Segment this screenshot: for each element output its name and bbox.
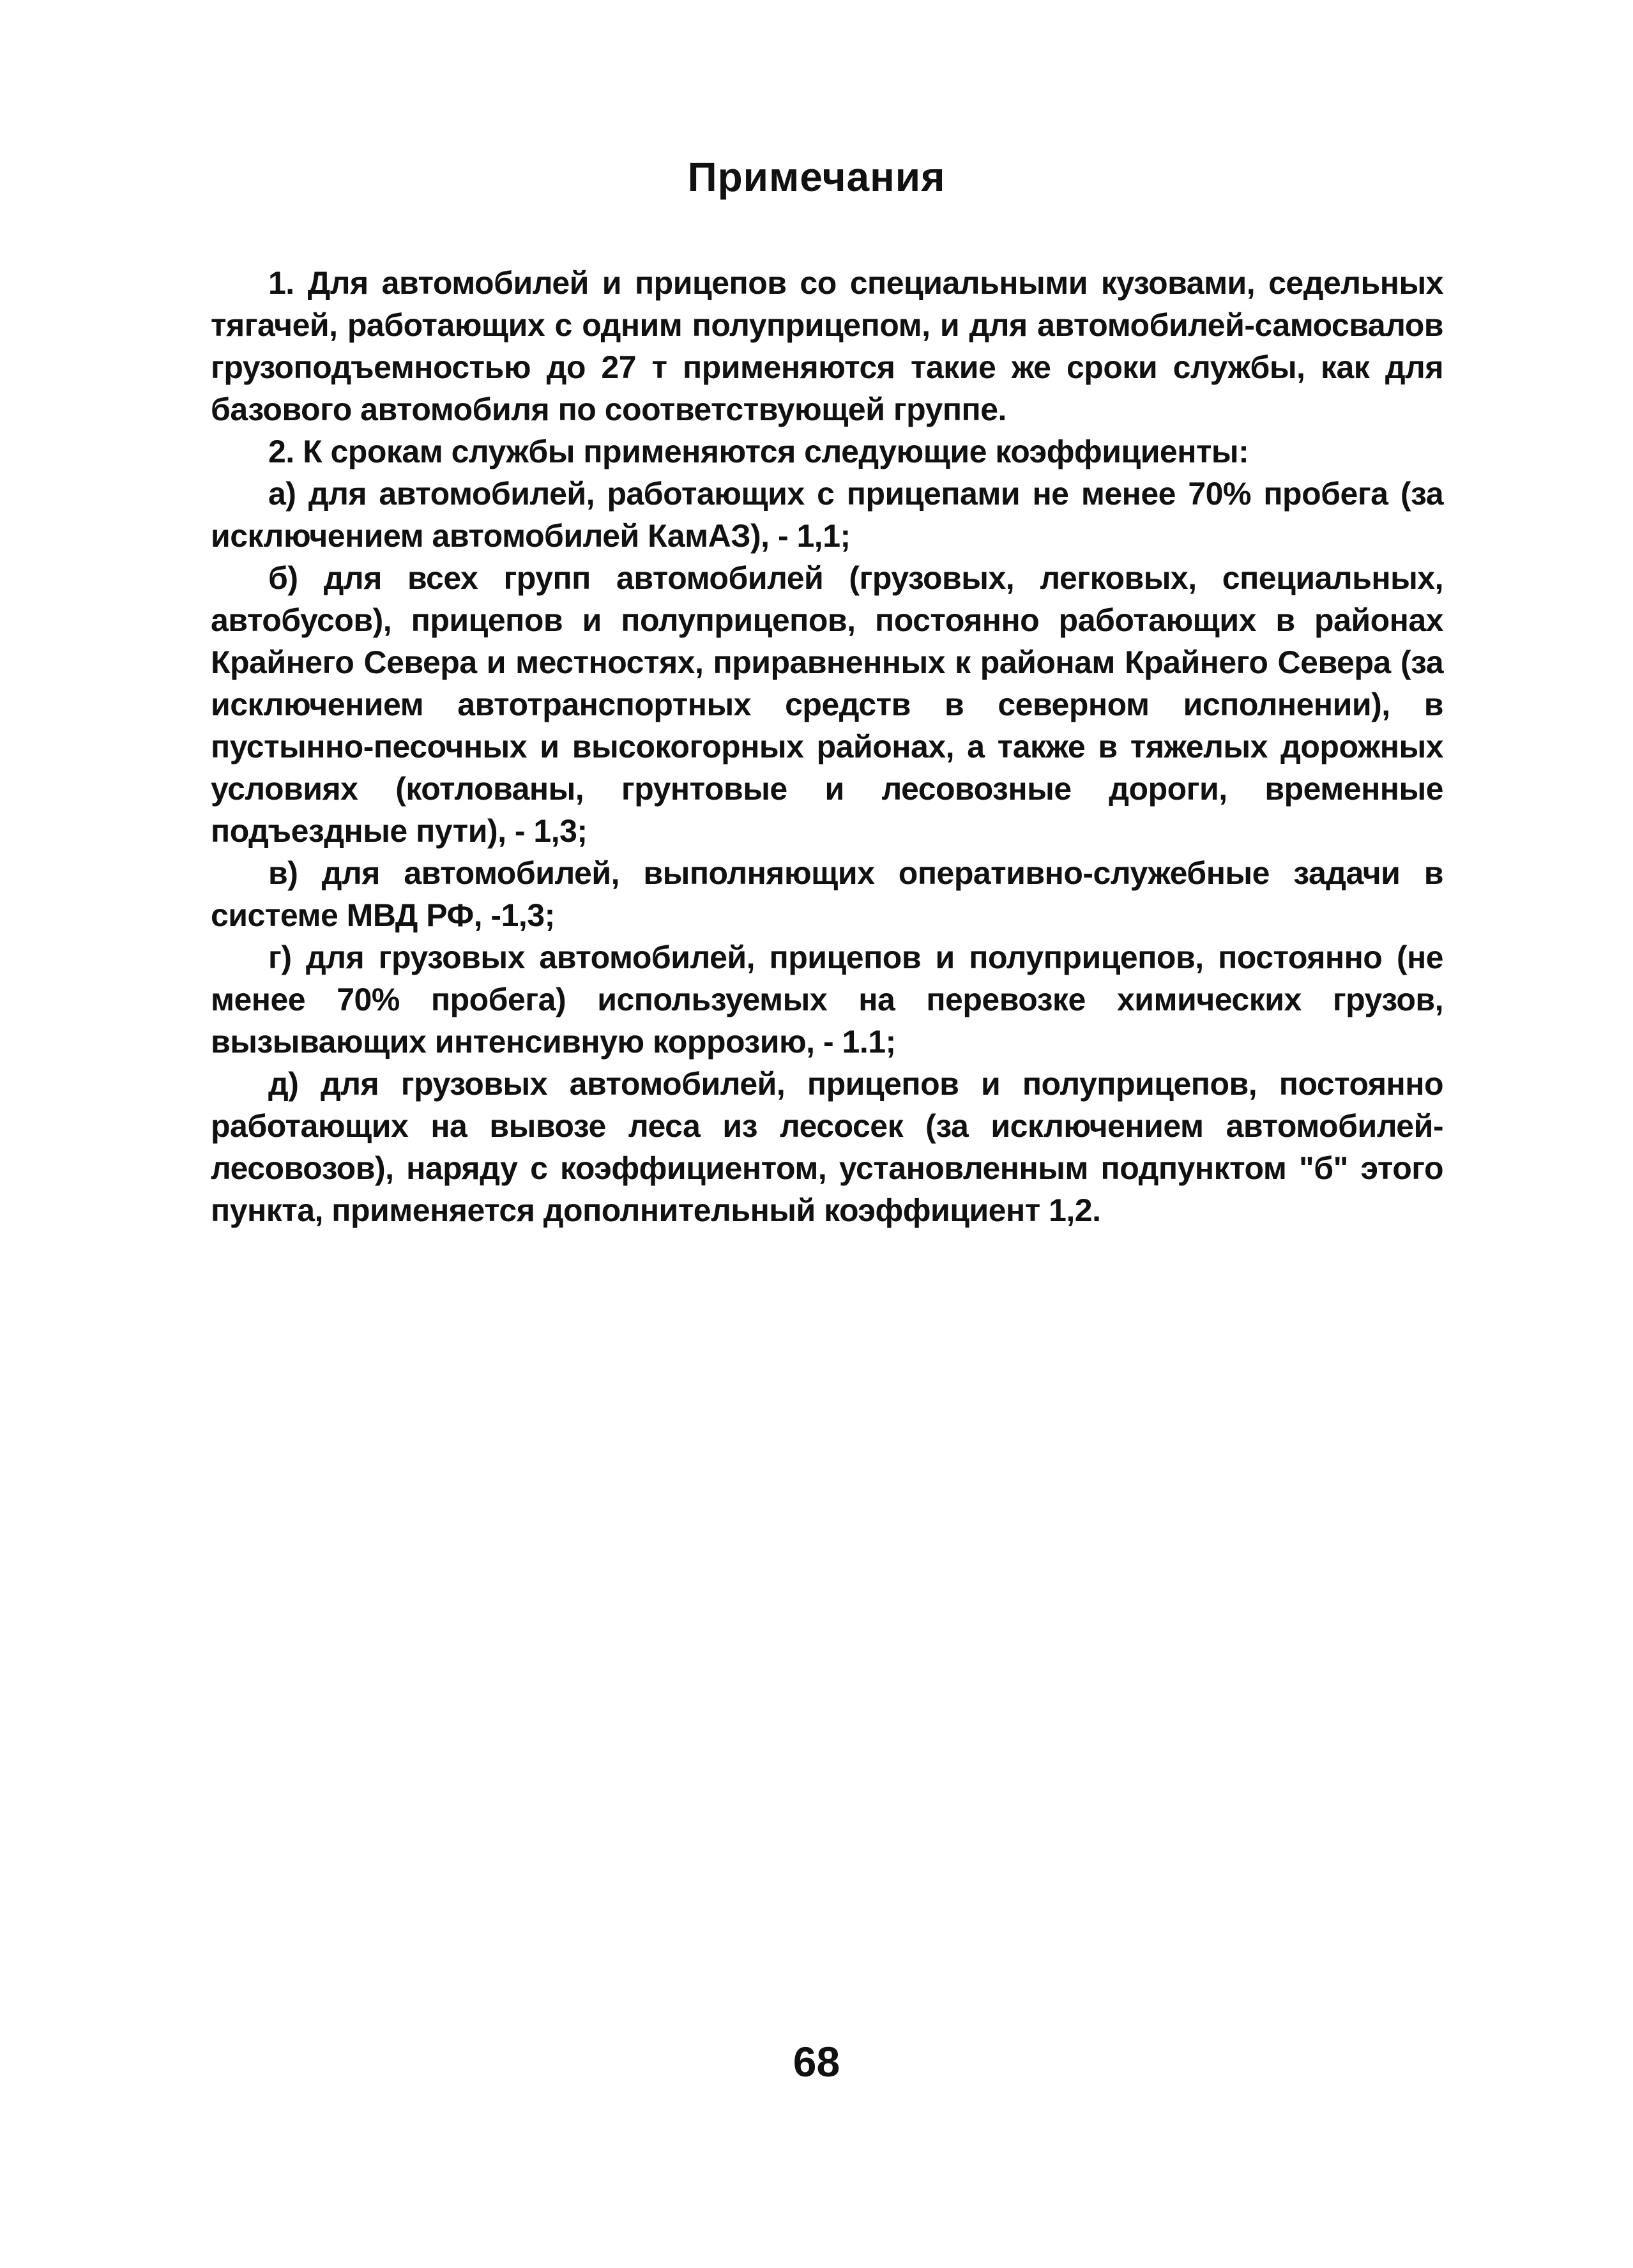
page-number: 68: [793, 2038, 840, 2085]
note-paragraph-1: 1. Для автомобилей и прицепов со специальными кузовами, седельных тягачей, работающих с одним полуприцепом, и для автомобилей-самосвалов грузоподъемностью до 27 т применяются такие же сроки службы, как для базового автомобиля по соответствующей группе.: [211, 265, 1443, 427]
note-subitem-a: а) для автомобилей, работающих с прицепами не менее 70% пробега (за исключением автомобилей КамАЗ), - 1,1;: [211, 476, 1443, 554]
note-subitem-g: г) для грузовых автомобилей, прицепов и полуприцепов, постоянно (не менее 70% пробега) используемых на перевозке химических грузов, вызывающих интенсивную коррозию, - 1.1;: [211, 940, 1443, 1060]
note-subitem-d: д) для грузовых автомобилей, прицепов и полуприцепов, постоянно работающих на вывозе леса из лесосек (за исключением автомобилей-лесовозов), наряду с коэффициентом, установленным подпунктом "б" этого пункта, применяется дополнительный коэффициент 1,2.: [211, 1066, 1443, 1228]
note-subitem-v: в) для автомобилей, выполняющих оперативно-служебные задачи в системе МВД РФ, -1,3;: [211, 855, 1443, 933]
note-subitem-b: б) для всех групп автомобилей (грузовых, легковых, специальных, автобусов), прицепов и полуприцепов, постоянно работающих в районах Крайнего Севера и местностях, приравненных к районам Крайнего Севера (за исключением автотранспортных средств в северном исполнении), в пустынно-песочных и высокогорных районах, а также в тяжелых дорожных условиях (котлованы, грунтовые и лесовозные дороги, временные подъездные пути), - 1,3;: [211, 560, 1443, 849]
page-title: Примечания: [687, 154, 946, 200]
note-paragraph-2: 2. К срокам службы применяются следующие коэффициенты:: [268, 434, 1249, 469]
notes-body: [211, 262, 1443, 1231]
